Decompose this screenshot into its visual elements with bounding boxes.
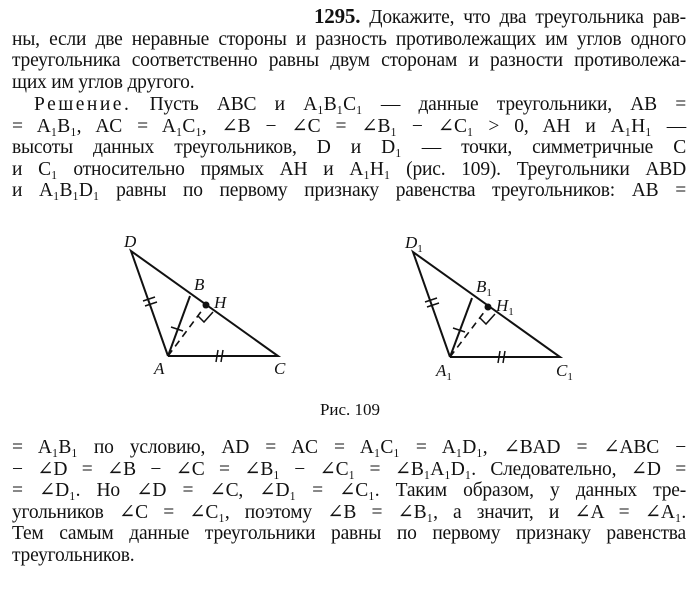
triangle-diagram-right bbox=[413, 252, 560, 363]
solution-heading: Решение. bbox=[34, 94, 132, 115]
label-d1: $D_1$ bbox=[405, 233, 423, 255]
label-c: C bbox=[274, 359, 286, 378]
label-b: B bbox=[194, 275, 205, 294]
label-a1: $A_1$ bbox=[436, 361, 452, 383]
solution-text-part-1: Решение. Пусть ABC и A₁B₁C₁ — данные треугольники, AB = = A₁B₁, AC = A₁C₁, ∠B − ∠C = ∠B₁ − ∠C₁ > 0, AH и A₁H₁ — высоты данных треугольников, D и D₁ — точки, симметричные C и C₁ относительно прямых AH и A₁H₁ (рис. 109). Треугольники ABD и A₁B₁D₁ равны по первому признаку равенства треугольников: AB = bbox=[12, 94, 686, 201]
figure-caption: Рис. 109 bbox=[319, 400, 381, 419]
label-b1: $B_1$ bbox=[476, 277, 492, 299]
label-c1: $C_1$ bbox=[556, 361, 573, 383]
solution-text-part-2: = A₁B₁ по условию, AD = AC = A₁C₁ = A₁D₁, ∠BAD = ∠ABC − − ∠D = ∠B − ∠C = ∠B₁ − ∠C₁ = ∠B₁A₁D₁. Следовательно, ∠D = = ∠D₁. Но ∠D = ∠C, ∠D₁ = ∠C₁. Таким образом, у данных тре- угольников ∠C = ∠C₁, поэтому ∠B = ∠B₁, а значит, и ∠A = ∠A₁. Тем самым данные треугольники равны по первому признаку равенства треугольников. bbox=[12, 437, 686, 566]
triangle-diagram-left bbox=[131, 251, 278, 362]
problem-statement: 1295. Докажите, что два треугольника рав- ны, если две неравные стороны и разность противолежащих им углов одного треугольника соответственно равны двум сторонам и разности противолежа- щих им углов другого. bbox=[12, 4, 686, 93]
label-d: D bbox=[124, 232, 137, 251]
problem-number: 1295. bbox=[314, 4, 361, 28]
label-h: H bbox=[214, 293, 227, 312]
label-a: A bbox=[154, 359, 165, 378]
label-h1: $H_1$ bbox=[496, 296, 514, 318]
